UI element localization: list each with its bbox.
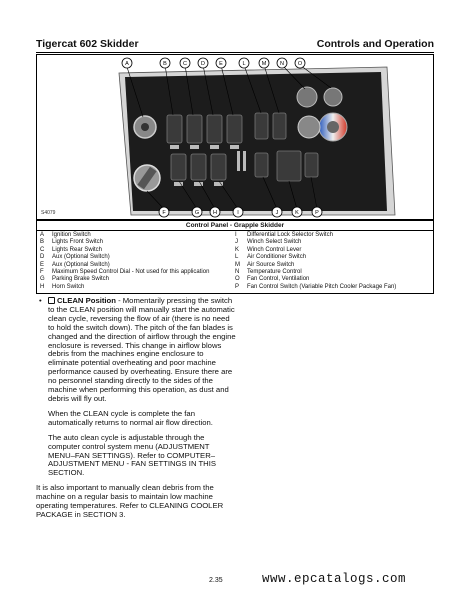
- callout-c: C: [183, 61, 187, 67]
- callout-f: F: [162, 210, 166, 216]
- callout-g: G: [194, 210, 200, 216]
- switch-p: [305, 153, 318, 177]
- watermark: www.epcatalogs.com: [262, 572, 407, 586]
- bullet: •: [39, 296, 42, 305]
- page-number: 2.35: [209, 577, 223, 584]
- switch-b: [167, 115, 182, 143]
- figure-id: S4079: [41, 210, 56, 216]
- callout-l: L: [242, 61, 246, 67]
- legend-row: C Lights Rear Switch: [40, 246, 103, 253]
- fan-control: [298, 116, 320, 138]
- clean-position-title: CLEAN Position: [57, 296, 116, 305]
- control-panel-legend: [36, 220, 434, 294]
- switch-i: [211, 154, 226, 180]
- legend-row: O Fan Control, Ventilation: [235, 276, 310, 283]
- legend-row: J Winch Select Switch: [235, 239, 302, 246]
- document-title: Tigercat 602 Skidder: [36, 38, 139, 50]
- legend-title: Control Panel - Grapple Skidder: [37, 221, 433, 231]
- callout-p: P: [315, 210, 319, 216]
- switch-j: [255, 153, 268, 177]
- paragraph-manual-clean: It is also important to manually clean debris from the machine on a regular basis to maintain low machine operating temperatures. Refer to CLEANING COOLER PACKAGE in SECTION 3.: [36, 483, 224, 519]
- paragraph-auto-clean: The auto clean cycle is adjustable through the computer control system menu (ADJUSTMENT MENU–FAN SETTINGS). Refer to COMPUTER–ADJUSTMENT MENU - FAN SETTINGS IN THIS SECTION.: [48, 432, 216, 478]
- callout-n: N: [280, 61, 284, 67]
- page-header: [36, 38, 434, 52]
- panel-face: [125, 72, 387, 211]
- winch-lever: [277, 151, 301, 181]
- legend-row: L Air Conditioner Switch: [235, 254, 307, 261]
- legend-row: N Temperature Control: [235, 268, 302, 275]
- legend-row: P Fan Control Switch (Variable Pitch Cooler Package Fan): [235, 283, 397, 290]
- callout-i: I: [237, 210, 239, 216]
- legend-row: K Winch Control Lever: [235, 246, 302, 253]
- switch-d: [207, 115, 222, 143]
- callout-e: E: [219, 61, 223, 67]
- legend-row: G Parking Brake Switch: [40, 276, 110, 283]
- fan-clean-icon: [48, 297, 55, 304]
- switch-g: [171, 154, 186, 180]
- clean-position-paragraph: [48, 297, 236, 404]
- callout-m: M: [261, 61, 267, 67]
- legend-row: A Ignition Switch: [40, 232, 91, 238]
- callout-b: B: [163, 61, 167, 67]
- callout-o: O: [297, 61, 303, 67]
- legend-left-column: [40, 232, 235, 291]
- control-panel-figure: [36, 54, 434, 220]
- legend-right-column: [235, 232, 430, 291]
- legend-row: M Air Source Switch: [235, 261, 295, 268]
- callout-a: A: [125, 61, 129, 67]
- legend-row: F Maximum Speed Control Dial - Not used for this application: [40, 268, 210, 275]
- body-text: [36, 297, 236, 526]
- section-title: Controls and Operation: [316, 38, 434, 50]
- legend-row: E Aux (Optional Switch): [40, 261, 110, 268]
- control-panel-illustration: [37, 55, 433, 219]
- switch-c: [187, 115, 202, 143]
- legend-row: I Differential Lock Selector Switch: [235, 232, 333, 238]
- callout-k: K: [295, 210, 299, 216]
- switch-e: [227, 115, 242, 143]
- callout-h: H: [213, 210, 217, 216]
- switch-l: [255, 113, 268, 139]
- temperature-knob: [297, 87, 317, 107]
- callout-d: D: [201, 61, 205, 67]
- legend-row: H Horn Switch: [40, 283, 85, 290]
- legend-row: D Aux (Optional Switch): [40, 254, 110, 261]
- switch-h: [191, 154, 206, 180]
- clean-position-text: - Momentarily pressing the switch to the CLEAN position will manually start the automatic clean cycle, reversing the flow of air (there is no need to hold the switch down). The pitch of the fan blades is changed and the direction of airflow through the engine enclosure is reversed. This change in airflow blows debris from the machines engine enclosure to eliminate potential overheating and poor machine performance caused by overheating. Ensure there are no personnel standing directly to the sides of the machine when performing this operation, as dust and debris will fly out.: [48, 296, 236, 403]
- callout-j: J: [275, 210, 279, 216]
- switch-m: [273, 113, 286, 139]
- legend-row: B Lights Front Switch: [40, 239, 104, 246]
- header-rule: [36, 52, 434, 53]
- paragraph-cycle-complete: When the CLEAN cycle is complete the fan automatically returns to normal air flow direction.: [48, 408, 213, 427]
